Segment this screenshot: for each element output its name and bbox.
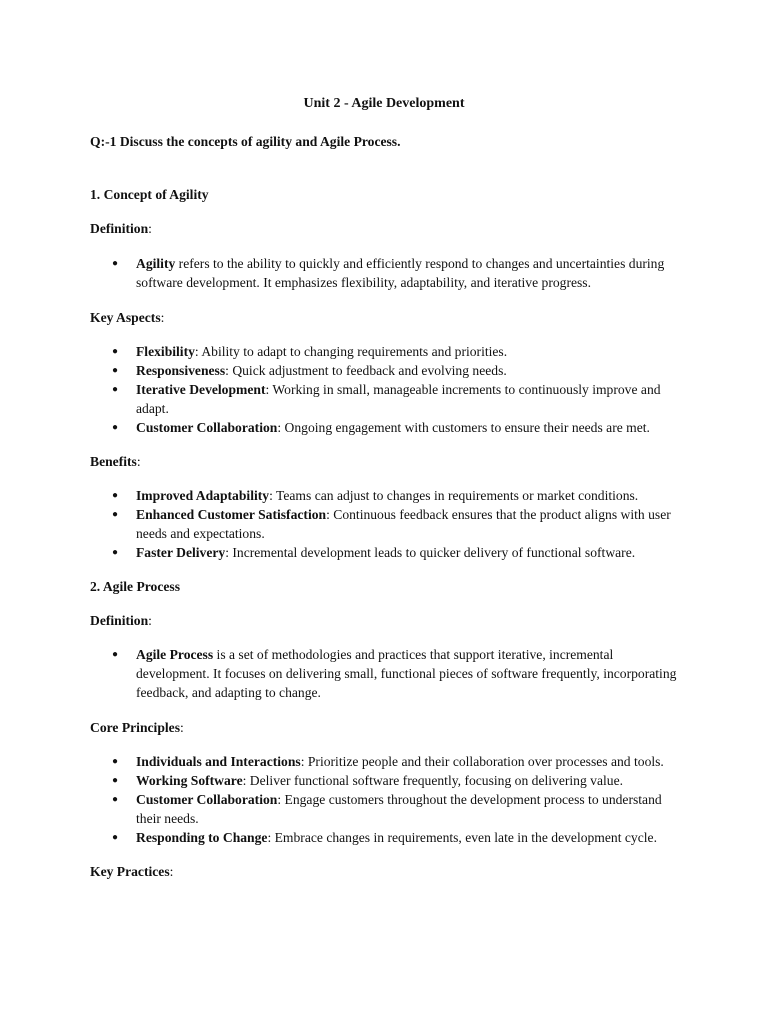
- list-item: ● Customer Collaboration: Engage customers throughout the development process to understand their needs.: [90, 790, 680, 828]
- list-item: ● Individuals and Interactions: Prioritize people and their collaboration over processes and tools.: [90, 752, 680, 771]
- label-core-principles: Core Principles:: [90, 720, 184, 735]
- section-heading-agile-process: 2. Agile Process: [90, 579, 180, 594]
- list-item: ● Enhanced Customer Satisfaction: Continuous feedback ensures that the product aligns with user needs and expectations.: [90, 505, 680, 543]
- list-item: ● Faster Delivery: Incremental development leads to quicker delivery of functional software.: [90, 543, 680, 562]
- label-benefits: Benefits:: [90, 454, 141, 469]
- list-item: ● Improved Adaptability: Teams can adjust to changes in requirements or market conditions.: [90, 486, 680, 505]
- label-definition-2: Definition:: [90, 613, 152, 628]
- list-item: ● Responding to Change: Embrace changes in requirements, even late in the development cycle.: [90, 828, 680, 847]
- label-key-aspects: Key Aspects:: [90, 310, 165, 325]
- list-item: ● Agility refers to the ability to quickly and efficiently respond to changes and uncertainties during software development. It emphasizes flexibility, adaptability, and iterative progress.: [90, 254, 680, 292]
- list-item: ● Working Software: Deliver functional software frequently, focusing on delivering value.: [90, 771, 680, 790]
- key-aspects-list: [90, 342, 680, 437]
- definition-list-1: [90, 254, 680, 292]
- list-item: ● Iterative Development: Working in small, manageable increments to continuously improve and adapt.: [90, 380, 680, 418]
- list-item: ● Responsiveness: Quick adjustment to feedback and evolving needs.: [90, 361, 680, 380]
- definition-list-2: [90, 645, 680, 702]
- benefits-list: [90, 486, 680, 562]
- question-heading: Q:-1 Discuss the concepts of agility and Agile Process.: [90, 134, 401, 149]
- document-title: Unit 2 - Agile Development: [303, 96, 465, 111]
- core-principles-list: [90, 752, 680, 847]
- list-item: ● Customer Collaboration: Ongoing engagement with customers to ensure their needs are met.: [90, 418, 680, 437]
- section-heading-agility: 1. Concept of Agility: [90, 187, 209, 202]
- label-definition-1: Definition:: [90, 221, 152, 236]
- list-item: ● Flexibility: Ability to adapt to changing requirements and priorities.: [90, 342, 680, 361]
- list-item: ● Agile Process is a set of methodologies and practices that support iterative, incremental development. It focuses on delivering small, functional pieces of software frequently, incorporating feedback, and adapting to change.: [90, 645, 680, 702]
- label-key-practices: Key Practices:: [90, 864, 174, 879]
